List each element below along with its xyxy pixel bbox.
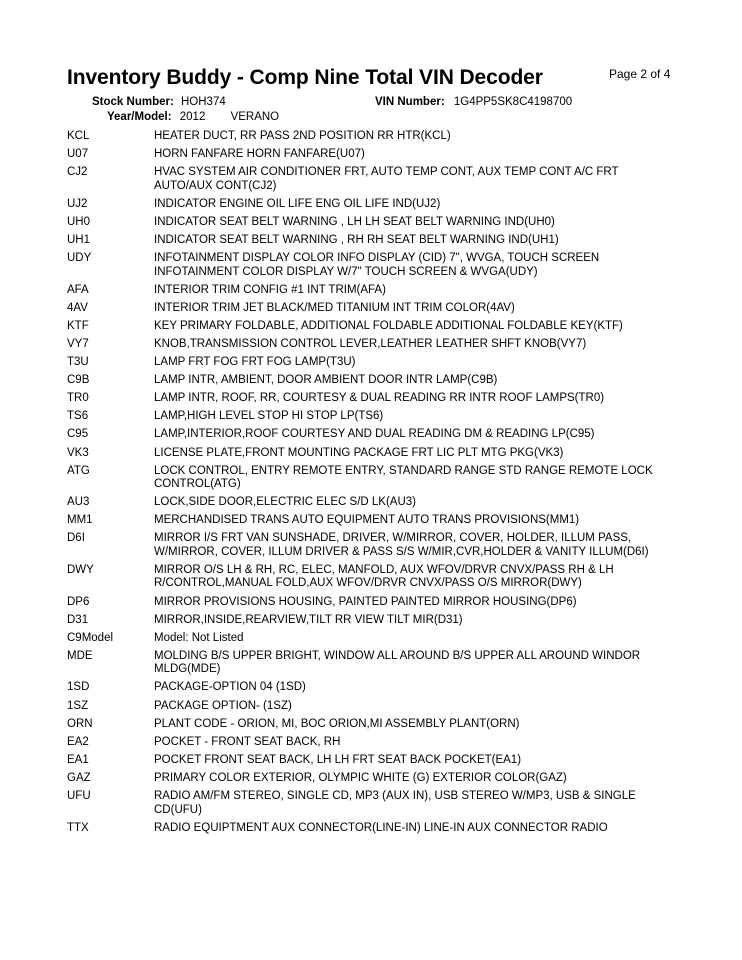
- option-description: LAMP INTR, ROOF, RR, COURTESY & DUAL READING RR INTR ROOF LAMPS(TR0): [154, 392, 605, 405]
- stock-number: [92, 96, 226, 108]
- option-code: C9B: [67, 374, 90, 387]
- option-row: [67, 681, 677, 695]
- option-code: VK3: [67, 446, 89, 459]
- option-row: [67, 410, 677, 424]
- option-description: PACKAGE-OPTION 04 (1SD): [154, 681, 306, 694]
- option-row: [67, 822, 677, 836]
- option-description: RADIO AM/FM STEREO, SINGLE CD, MP3 (AUX IN), USB STEREO W/MP3, USB & SINGLE CD(UFU): [154, 790, 636, 816]
- option-code: UFU: [67, 790, 91, 802]
- option-code: EA1: [67, 753, 89, 766]
- option-description: HORN FANFARE HORN FANFARE(U07): [154, 148, 365, 161]
- option-row: [67, 302, 677, 316]
- option-row: [67, 320, 677, 334]
- option-code: MM1: [67, 514, 93, 527]
- stock-number-label: Stock Number:: [92, 96, 174, 108]
- option-row: [67, 252, 677, 279]
- option-description: INDICATOR SEAT BELT WARNING , LH LH SEAT BELT WARNING IND(UH0): [154, 215, 555, 228]
- option-row: [67, 596, 677, 610]
- option-code: 1SD: [67, 681, 90, 694]
- option-row: [67, 338, 677, 352]
- option-description: INDICATOR SEAT BELT WARNING , RH RH SEAT BELT WARNING IND(UH1): [154, 233, 559, 246]
- option-code: CJ2: [67, 166, 88, 179]
- option-description: INDICATOR ENGINE OIL LIFE ENG OIL LIFE IND(UJ2): [154, 197, 441, 210]
- option-description: HVAC SYSTEM AIR CONDITIONER FRT, AUTO TEMP CONT, AUX TEMP CONT A/C FRT AUTO/AUX CONT(CJ2): [154, 166, 619, 192]
- option-description: HEATER DUCT, RR PASS 2ND POSITION RR HTR(KCL): [154, 130, 451, 142]
- option-description: MIRROR I/S FRT VAN SUNSHADE, DRIVER, W/MIRROR, COVER, HOLDER, ILLUM PASS, W/MIRROR, COVER, ILLUM DRIVER & PASS S/S W/MIR,CVR,HOLDER & VANITY ILLUM(D6I): [154, 532, 649, 558]
- option-row: [67, 198, 677, 212]
- option-code: T3U: [67, 356, 89, 369]
- stock-number-value: HOH374: [181, 96, 226, 108]
- option-code: D31: [67, 613, 89, 626]
- option-code: C95: [67, 428, 89, 441]
- option-code: UDY: [67, 252, 92, 265]
- option-code: MDE: [67, 649, 93, 662]
- option-row: [67, 216, 677, 230]
- option-description: KEY PRIMARY FOLDABLE, ADDITIONAL FOLDABLE ADDITIONAL FOLDABLE KEY(KTF): [154, 319, 623, 332]
- option-code-list: [67, 130, 677, 840]
- option-code: 1SZ: [67, 699, 89, 712]
- option-row: [67, 718, 677, 732]
- option-description: INTERIOR TRIM CONFIG #1 INT TRIM(AFA): [154, 283, 386, 296]
- option-description: LAMP,INTERIOR,ROOF COURTESY AND DUAL READING DM & READING LP(C95): [154, 428, 595, 441]
- option-row: [67, 130, 677, 144]
- option-description: MIRROR PROVISIONS HOUSING, PAINTED PAINTED MIRROR HOUSING(DP6): [154, 595, 577, 608]
- option-code: AFA: [67, 283, 89, 296]
- option-row: [67, 284, 677, 298]
- option-description: LOCK CONTROL, ENTRY REMOTE ENTRY, STANDARD RANGE STD RANGE REMOTE LOCK CONTROL(ATG): [154, 464, 653, 491]
- year-model-label: Year/Model:: [107, 111, 172, 123]
- model-value: VERANO: [230, 111, 280, 123]
- option-code: U07: [67, 148, 89, 161]
- option-row: [67, 465, 677, 492]
- year-value: 2012: [179, 111, 206, 123]
- option-row: [67, 790, 677, 817]
- option-code: D6I: [67, 532, 85, 545]
- option-row: [67, 736, 677, 750]
- option-code: AU3: [67, 496, 90, 509]
- vin-number-value: 1G4PP5SK8C4198700: [453, 96, 573, 108]
- option-description: LICENSE PLATE,FRONT MOUNTING PACKAGE FRT LIC PLT MTG PKG(VK3): [154, 446, 564, 459]
- option-row: [67, 754, 677, 768]
- option-code: EA2: [67, 735, 89, 748]
- option-description: MERCHANDISED TRANS AUTO EQUIPMENT AUTO TRANS PROVISIONS(MM1): [154, 514, 580, 527]
- page-title: Inventory Buddy - Comp Nine Total VIN Decoder: [67, 66, 543, 89]
- option-row: [67, 148, 677, 162]
- option-description: PLANT CODE - ORION, MI, BOC ORION,MI ASSEMBLY PLANT(ORN): [154, 717, 520, 730]
- option-code: UH1: [67, 233, 91, 246]
- option-row: [67, 632, 677, 646]
- option-description: LAMP,HIGH LEVEL STOP HI STOP LP(TS6): [154, 410, 384, 423]
- year-model: [107, 111, 279, 123]
- page-number: Page 2 of 4: [609, 67, 671, 81]
- option-row: [67, 447, 677, 461]
- option-row: [67, 166, 677, 193]
- option-code: GAZ: [67, 771, 91, 784]
- option-row: [67, 356, 677, 370]
- option-description: PRIMARY COLOR EXTERIOR, OLYMPIC WHITE (G) EXTERIOR COLOR(GAZ): [154, 771, 567, 784]
- option-code: UH0: [67, 215, 91, 228]
- option-description: LAMP INTR, AMBIENT, DOOR AMBIENT DOOR INTR LAMP(C9B): [154, 374, 498, 387]
- option-row: [67, 374, 677, 388]
- option-description: MOLDING B/S UPPER BRIGHT, WINDOW ALL AROUND B/S UPPER ALL AROUND WINDOR MLDG(MDE): [154, 649, 641, 676]
- option-description: LAMP FRT FOG FRT FOG LAMP(T3U): [154, 356, 356, 369]
- option-description: KNOB,TRANSMISSION CONTROL LEVER,LEATHER LEATHER SHFT KNOB(VY7): [154, 337, 587, 350]
- option-code: ORN: [67, 717, 93, 730]
- option-code: C9Model: [67, 631, 114, 644]
- option-row: [67, 428, 677, 442]
- option-row: [67, 650, 677, 677]
- option-description: MIRROR O/S LH & RH, RC, ELEC, MANFOLD, AUX WFOV/DRVR CNVX/PASS RH & LH R/CONTROL,MANUAL FOLD,AUX WFOV/DRVR CNVX/PASS O/S MIRROR(DWY): [154, 563, 614, 590]
- option-row: [67, 700, 677, 714]
- option-row: [67, 532, 677, 559]
- option-description: INFOTAINMENT DISPLAY COLOR INFO DISPLAY (CID) 7", WVGA, TOUCH SCREEN INFOTAINMENT COLOR DISPLAY W/7" TOUCH SCREEN & WVGA(UDY): [154, 252, 600, 278]
- option-code: VY7: [67, 337, 89, 350]
- option-code: TS6: [67, 410, 89, 423]
- option-row: [67, 392, 677, 406]
- option-description: RADIO EQUIPTMENT AUX CONNECTOR(LINE-IN) LINE-IN AUX CONNECTOR RADIO: [154, 821, 608, 834]
- option-code: 4AV: [67, 301, 88, 314]
- option-description: INTERIOR TRIM JET BLACK/MED TITANIUM INT TRIM COLOR(4AV): [154, 301, 515, 314]
- option-row: [67, 772, 677, 786]
- option-code: DP6: [67, 595, 90, 608]
- option-description: POCKET FRONT SEAT BACK, LH LH FRT SEAT BACK POCKET(EA1): [154, 753, 522, 766]
- option-description: Model: Not Listed: [154, 631, 244, 644]
- option-description: PACKAGE OPTION- (1SZ): [154, 699, 292, 712]
- option-row: [67, 496, 677, 510]
- option-row: [67, 614, 677, 628]
- vin-number-label: VIN Number:: [375, 96, 445, 108]
- option-code: DWY: [67, 563, 94, 576]
- option-code: KCL: [67, 130, 90, 142]
- vin-number: [375, 96, 572, 108]
- option-description: MIRROR,INSIDE,REARVIEW,TILT RR VIEW TILT MIR(D31): [154, 613, 463, 626]
- option-code: KTF: [67, 319, 89, 332]
- option-code: TTX: [67, 821, 89, 834]
- option-row: [67, 234, 677, 248]
- option-description: LOCK,SIDE DOOR,ELECTRIC ELEC S/D LK(AU3): [154, 496, 417, 509]
- option-row: [67, 514, 677, 528]
- option-code: TR0: [67, 392, 89, 405]
- option-code: ATG: [67, 464, 90, 477]
- option-row: [67, 564, 677, 591]
- option-code: UJ2: [67, 197, 88, 210]
- option-description: POCKET - FRONT SEAT BACK, RH: [154, 735, 341, 748]
